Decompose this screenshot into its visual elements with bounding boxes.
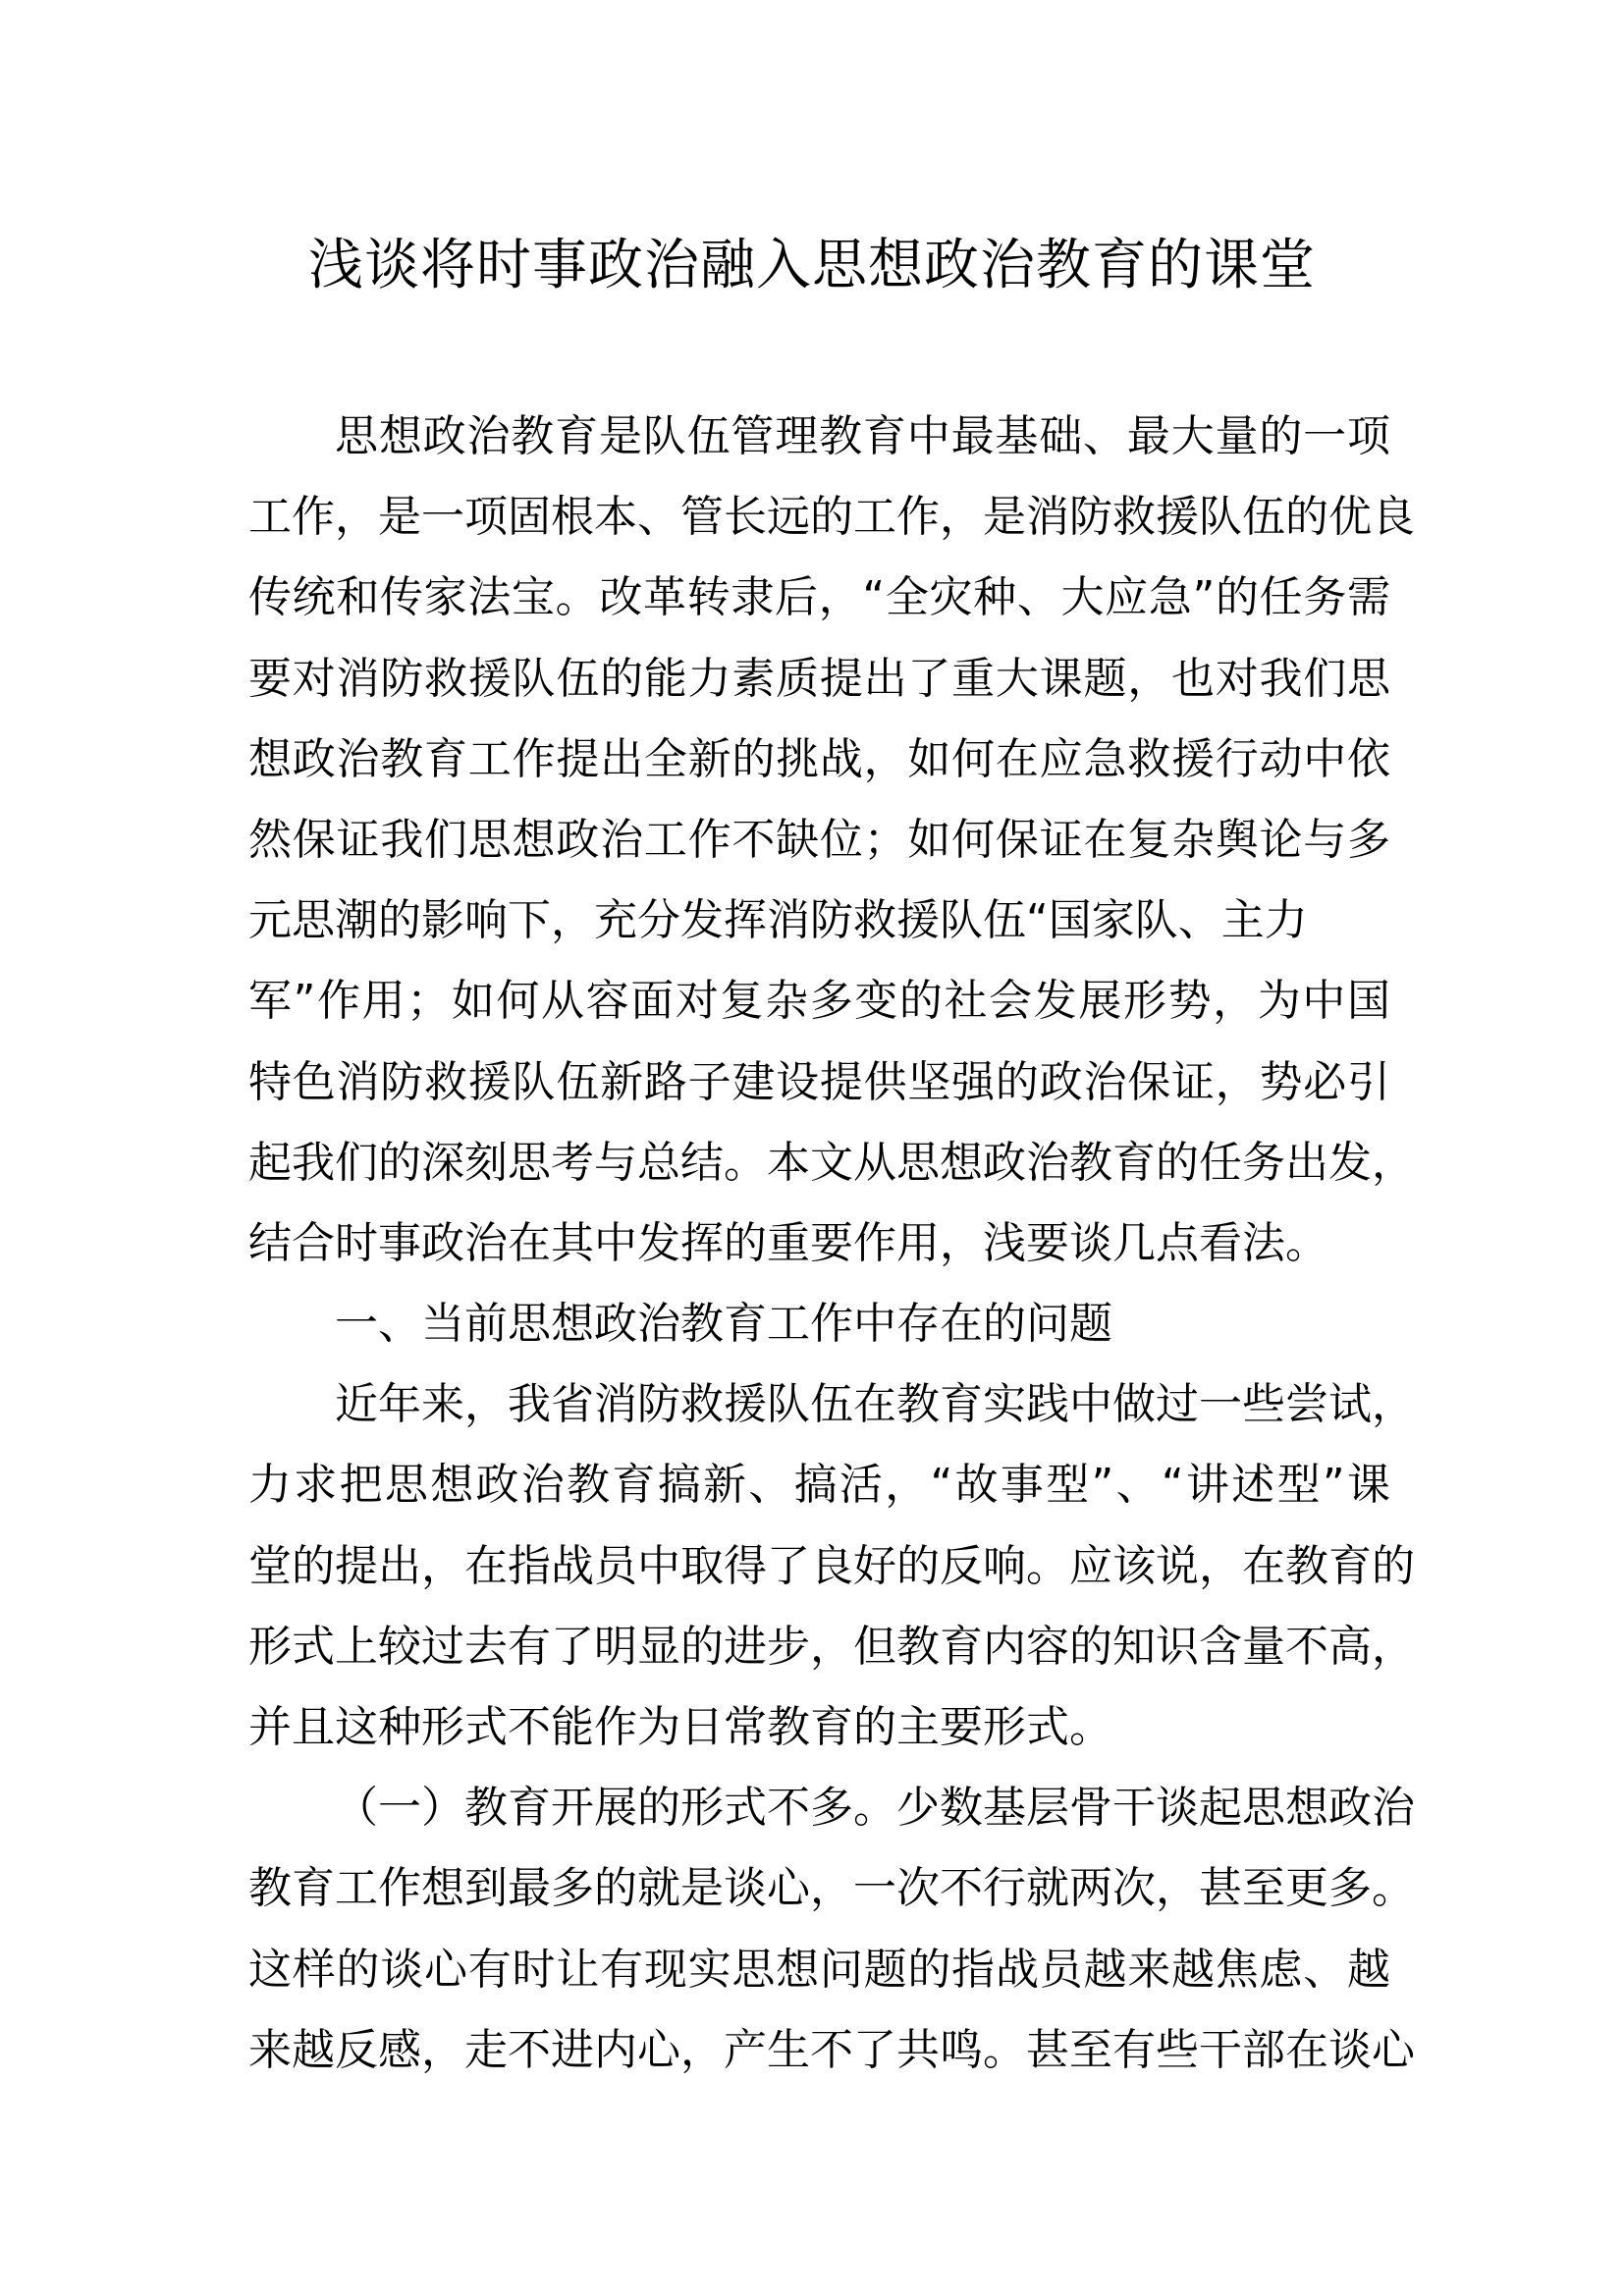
document-title: 浅谈将时事政治融入思想政治教育的课堂 bbox=[308, 234, 1316, 297]
paragraph-subsection1 bbox=[248, 1768, 1415, 2091]
text-line: 要对消防救援队伍的能力素质提出了重大课题，也对我们思 bbox=[248, 653, 1390, 704]
text-line: 来越反感，走不进内心，产生不了共鸣。甚至有些干部在谈心 bbox=[248, 2024, 1415, 2075]
section-heading: 一、当前思想政治教育工作中存在的问题 bbox=[335, 1299, 1112, 1350]
text-line: 思想政治教育是队伍管理教育中最基础、最大量的一项 bbox=[335, 411, 1390, 461]
text-line: 元思潮的影响下，充分发挥消防救援队伍“国家队、主力 bbox=[248, 895, 1308, 946]
text-line: 起我们的深刻思考与总结。本文从思想政治教育的任务出发， bbox=[248, 1137, 1415, 1188]
text-line: 特色消防救援队伍新路子建设提供坚强的政治保证，势必引 bbox=[248, 1056, 1390, 1107]
text-line: 堂的提出，在指战员中取得了良好的反响。应该说，在教育的 bbox=[248, 1540, 1415, 1591]
paragraph-section1 bbox=[248, 1364, 1415, 1768]
text-line: 工作，是一项固根本、管长远的工作，是消防救援队伍的优良 bbox=[248, 492, 1415, 543]
text-line: 教育工作想到最多的就是谈心，一次不行就两次，甚至更多。 bbox=[248, 1863, 1415, 1914]
document-body bbox=[248, 397, 1415, 2091]
text-line: （一）教育开展的形式不多。少数基层骨干谈起思想政治 bbox=[335, 1783, 1415, 1834]
text-line: 然保证我们思想政治工作不缺位；如何保证在复杂舆论与多 bbox=[248, 814, 1390, 865]
text-line: 传统和传家法宝。改革转隶后，“全灾种、大应急”的任务需 bbox=[248, 572, 1390, 623]
text-line: 这样的谈心有时让有现实思想问题的指战员越来越焦虑、越 bbox=[248, 1944, 1390, 1995]
text-line: 近年来，我省消防救援队伍在教育实践中做过一些尝试， bbox=[335, 1379, 1415, 1430]
text-line: 形式上较过去有了明显的进步，但教育内容的知识含量不高， bbox=[248, 1621, 1415, 1672]
text-line: 力求把思想政治教育搞新、搞活，“故事型”、“讲述型”课 bbox=[248, 1460, 1390, 1511]
text-line: 军”作用；如何从容面对复杂多变的社会发展形势，为中国 bbox=[248, 976, 1390, 1027]
text-line: 结合时事政治在其中发挥的重要作用，浅要谈几点看法。 bbox=[248, 1217, 1328, 1268]
text-line: 想政治教育工作提出全新的挑战，如何在应急救援行动中依 bbox=[248, 733, 1390, 784]
text-line: 并且这种形式不能作为日常教育的主要形式。 bbox=[248, 1702, 1112, 1752]
paragraph-intro bbox=[248, 397, 1415, 1284]
